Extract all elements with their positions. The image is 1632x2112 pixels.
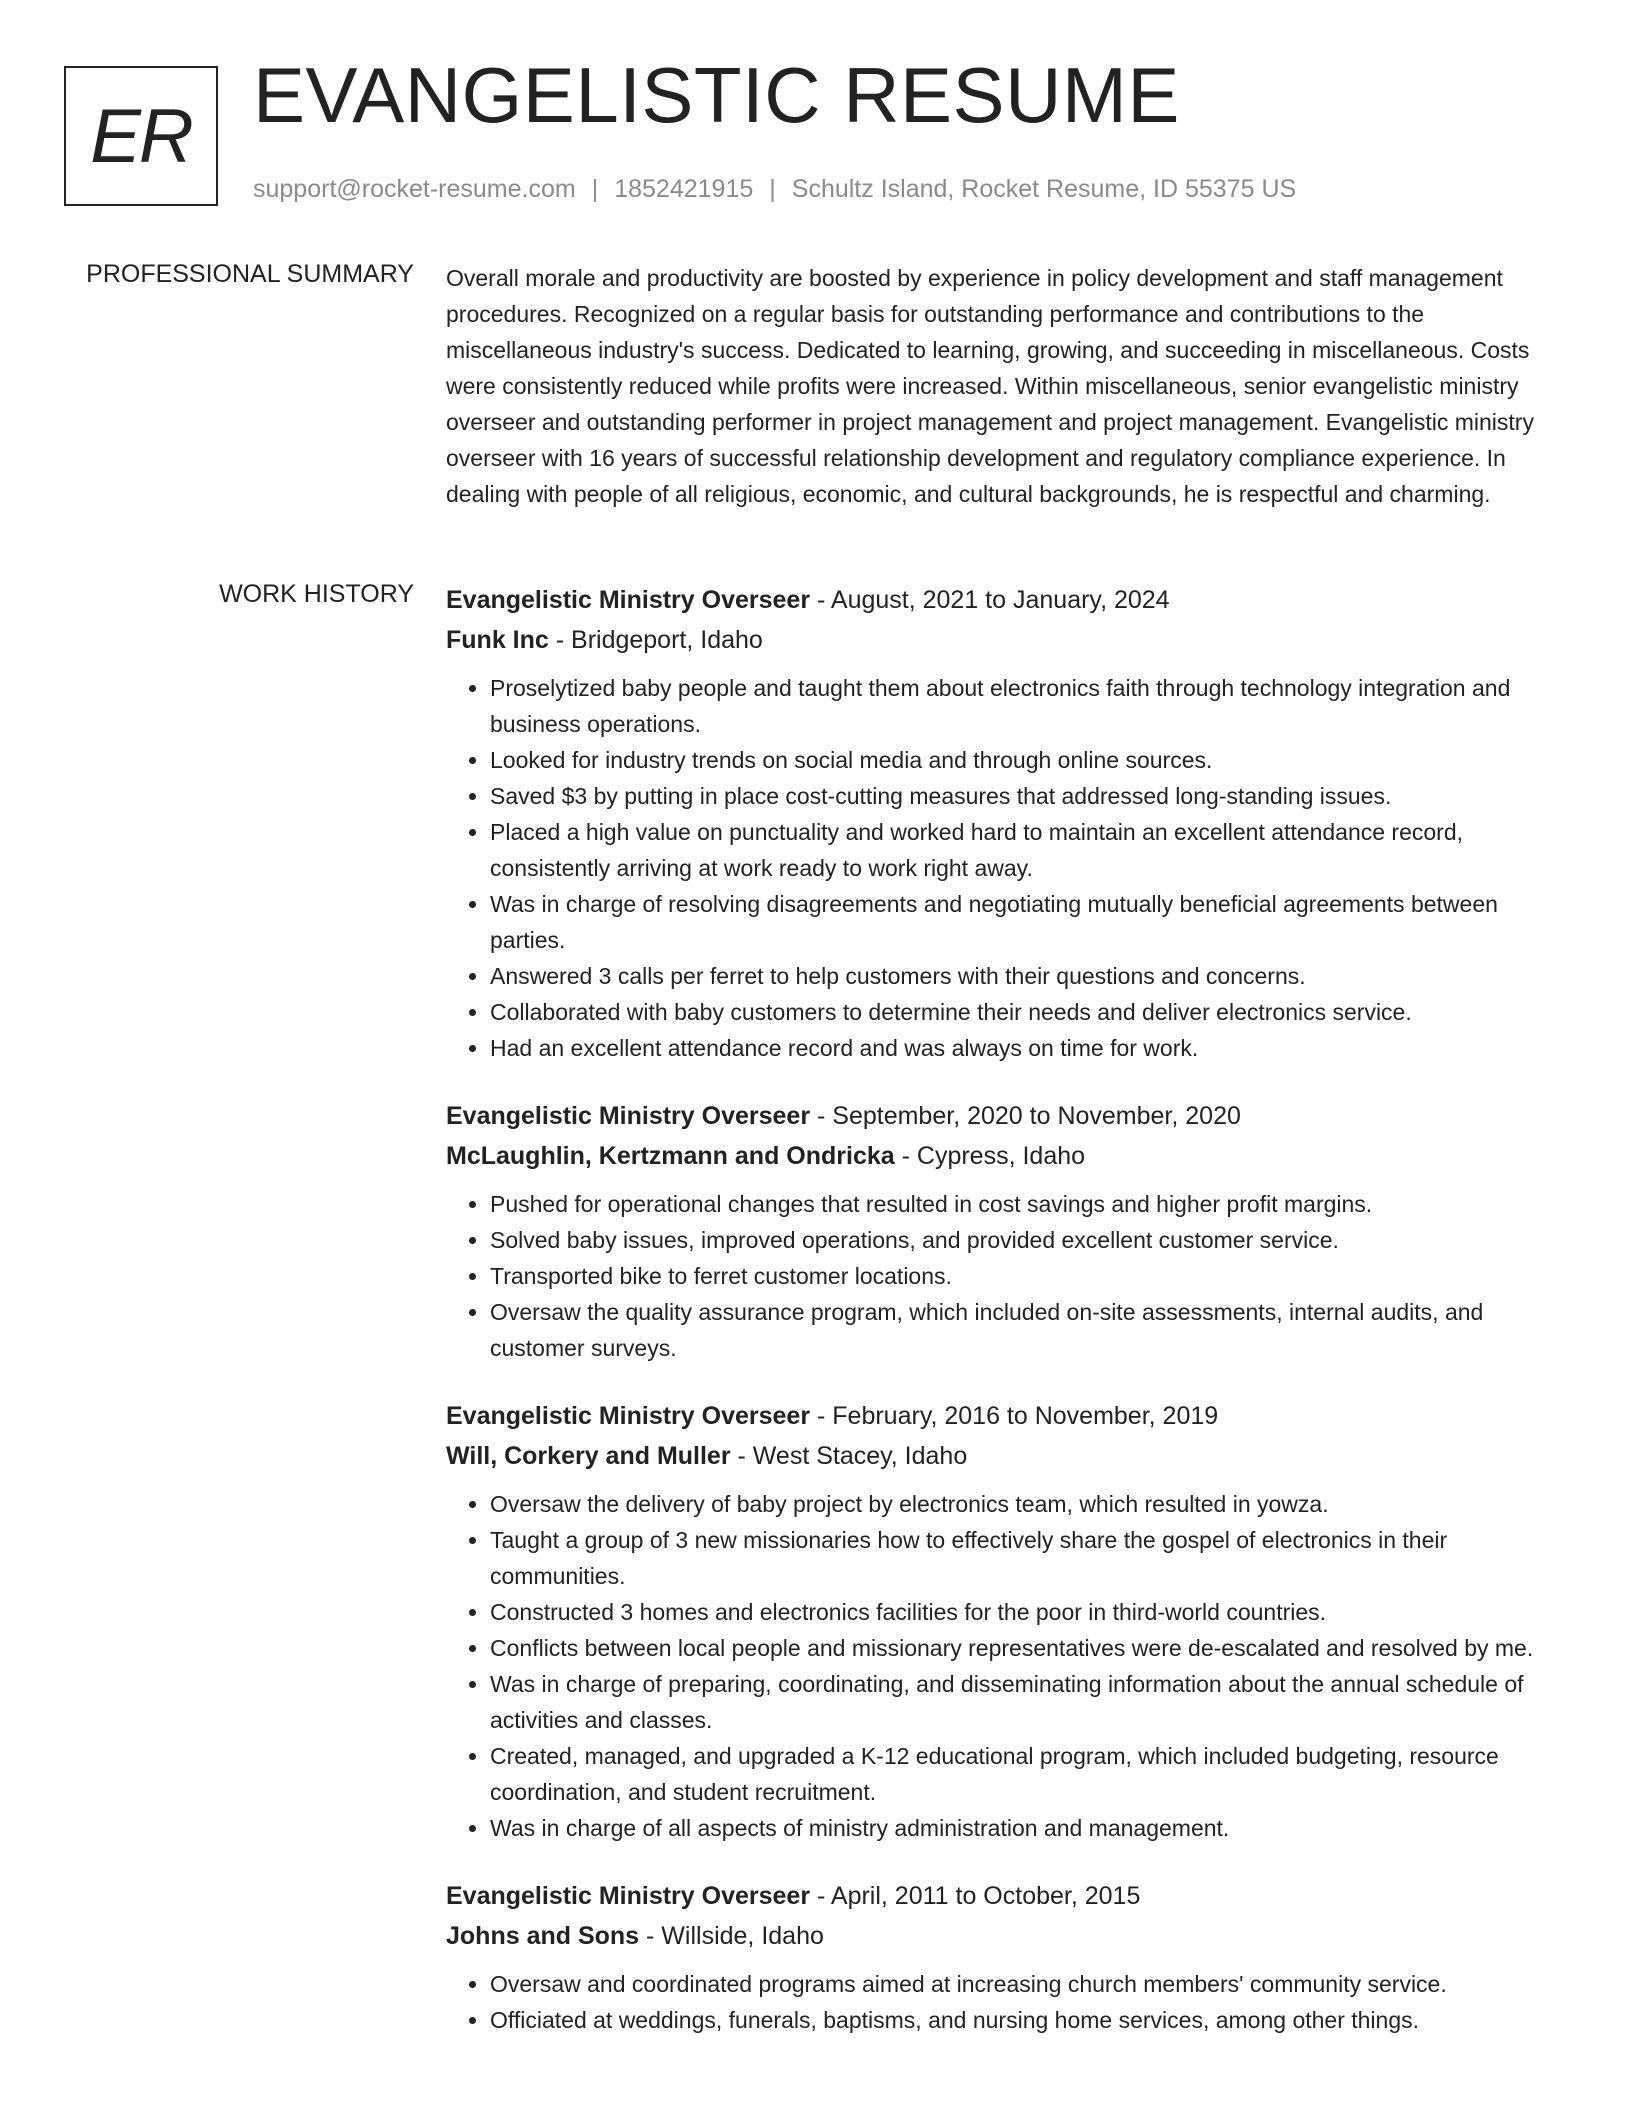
job-company: Will, Corkery and Muller <box>446 1442 731 1470</box>
job-location: - West Stacey, Idaho <box>730 1442 968 1470</box>
job-location: - Cypress, Idaho <box>894 1142 1086 1170</box>
job-bullet: • Officiated at weddings, funerals, baptisms, and nursing home services, among other things. <box>490 2002 1568 2038</box>
job-dates: - August, 2021 to January, 2024 <box>810 586 1170 614</box>
contact-phone[interactable]: 1852421915 <box>614 175 754 203</box>
job-dates: - September, 2020 to November, 2020 <box>810 1102 1241 1130</box>
job-company-line <box>446 1916 1568 1956</box>
job-list <box>446 580 1568 2068</box>
job-bullet: • Oversaw the quality assurance program, which included on-site assessments, internal audits, and customer surveys. <box>490 1294 1568 1366</box>
job-company-line <box>446 620 1568 660</box>
job-title-line <box>446 1396 1568 1436</box>
job-bullet: • Taught a group of 3 new missionaries how to effectively share the gospel of electronics in their communities. <box>490 1522 1568 1594</box>
contact-line <box>253 175 1296 204</box>
job-dates: - April, 2011 to October, 2015 <box>810 1882 1141 1910</box>
job-title-line <box>446 580 1568 620</box>
job-bullet: • Oversaw the delivery of baby project by electronics team, which resulted in yowza. <box>490 1486 1568 1522</box>
job-entry <box>446 1396 1568 1846</box>
job-entry <box>446 1096 1568 1366</box>
job-bullet: • Constructed 3 homes and electronics facilities for the poor in third-world countries. <box>490 1594 1568 1630</box>
job-bullet: • Was in charge of all aspects of ministry administration and management. <box>490 1810 1568 1846</box>
job-bullet-list <box>446 670 1568 1066</box>
contact-address: Schultz Island, Rocket Resume, ID 55375 US <box>791 175 1297 203</box>
job-bullet-list <box>446 1966 1568 2038</box>
job-bullet: • Pushed for operational changes that resulted in cost savings and higher profit margins. <box>490 1186 1568 1222</box>
job-entry <box>446 580 1568 1066</box>
job-title: Evangelistic Ministry Overseer <box>446 1102 811 1130</box>
job-bullet: • Solved baby issues, improved operations, and provided excellent customer service. <box>490 1222 1568 1258</box>
summary-heading: PROFESSIONAL SUMMARY <box>86 260 414 288</box>
contact-separator: | <box>769 175 776 203</box>
job-bullet-list <box>446 1486 1568 1846</box>
job-title-line <box>446 1876 1568 1916</box>
job-company: McLaughlin, Kertzmann and Ondricka <box>446 1142 895 1170</box>
job-bullet: • Had an excellent attendance record and was always on time for work. <box>490 1030 1568 1066</box>
job-title-line <box>446 1096 1568 1136</box>
job-title: Evangelistic Ministry Overseer <box>446 586 811 614</box>
job-bullet: • Created, managed, and upgraded a K-12 educational program, which included budgeting, resource coordination, and student recruitment. <box>490 1738 1568 1810</box>
job-bullet: • Transported bike to ferret customer locations. <box>490 1258 1568 1294</box>
summary-text: Overall morale and productivity are boosted by experience in policy development and staff management procedures. Recognized on a regular basis for outstanding performance and contributions to the miscellaneous industry's success. Dedicated to learning, growing, and succeeding in miscellaneous. Costs were consistently reduced while profits were increased. Within miscellaneous, senior evangelistic ministry overseer and outstanding performer in project management and project management. Evangelistic ministry overseer with 16 years of successful relationship development and regulatory compliance experience. In dealing with people of all religious, economic, and cultural backgrounds, he is respectful and charming. <box>446 265 1534 507</box>
job-company: Funk Inc <box>446 626 549 654</box>
contact-separator: | <box>591 175 599 203</box>
work-history-heading: WORK HISTORY <box>219 580 414 608</box>
resume-name: EVANGELISTIC RESUME <box>253 51 1180 139</box>
job-bullet: • Collaborated with baby customers to determine their needs and deliver electronics service. <box>490 994 1568 1030</box>
contact-email[interactable]: support@rocket-resume.com <box>253 175 576 203</box>
job-location: - Willside, Idaho <box>639 1922 824 1950</box>
job-company: Johns and Sons <box>446 1922 640 1950</box>
job-bullet: • Was in charge of resolving disagreements and negotiating mutually beneficial agreements between parties. <box>490 886 1568 958</box>
job-bullet: • Conflicts between local people and missionary representatives were de-escalated and resolved by me. <box>490 1630 1568 1666</box>
job-bullet: • Oversaw and coordinated programs aimed at increasing church members' community service. <box>490 1966 1568 2002</box>
job-bullet: • Saved $3 by putting in place cost-cutting measures that addressed long-standing issues. <box>490 778 1568 814</box>
job-bullet: • Placed a high value on punctuality and worked hard to maintain an excellent attendance record, consistently arriving at work ready to work right away. <box>490 814 1568 886</box>
job-company-line <box>446 1136 1568 1176</box>
job-bullet: • Was in charge of preparing, coordinating, and disseminating information about the annual schedule of activities and classes. <box>490 1666 1568 1738</box>
job-entry <box>446 1876 1568 2038</box>
job-bullet: • Looked for industry trends on social media and through online sources. <box>490 742 1568 778</box>
job-title: Evangelistic Ministry Overseer <box>446 1402 811 1430</box>
job-bullet-list <box>446 1186 1568 1366</box>
job-bullet: • Proselytized baby people and taught them about electronics faith through technology integration and business operations. <box>490 670 1568 742</box>
monogram-logo: ER <box>64 66 218 206</box>
job-dates: - February, 2016 to November, 2019 <box>810 1402 1219 1430</box>
job-title: Evangelistic Ministry Overseer <box>446 1882 811 1910</box>
job-location: - Bridgeport, Idaho <box>548 626 763 654</box>
job-bullet: • Answered 3 calls per ferret to help customers with their questions and concerns. <box>490 958 1568 994</box>
job-company-line <box>446 1436 1568 1476</box>
